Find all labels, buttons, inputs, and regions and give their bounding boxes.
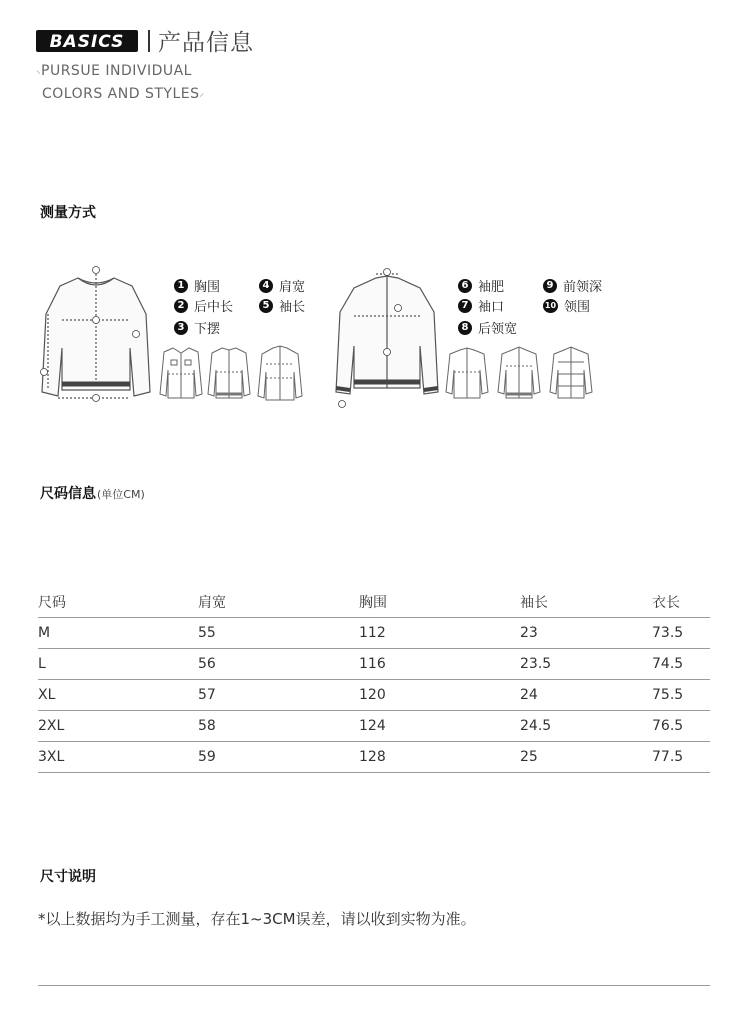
legend-item: 5 袖长	[259, 296, 305, 315]
jacket-diagram	[206, 344, 252, 404]
legend-item: 3 下摆	[174, 318, 220, 337]
table-cell: 76.5	[652, 711, 710, 742]
legend-item: 10 领围	[544, 300, 591, 315]
legend-item: 2 后中长	[174, 296, 233, 315]
table-cell: 116	[359, 649, 520, 680]
table-cell: 24	[520, 680, 652, 711]
puffer-diagram	[546, 344, 596, 404]
coat-diagram	[254, 344, 306, 404]
legend-item: 6 袖肥	[458, 276, 504, 295]
table-row	[38, 680, 710, 711]
quote-mark: ⸜	[36, 66, 42, 76]
column-header: 衣长	[652, 587, 710, 618]
slogan-line-2: COLORS AND STYLES⸝	[42, 86, 205, 102]
table-cell: 124	[359, 711, 520, 742]
table-row	[38, 618, 710, 649]
shirt-diagram	[158, 344, 204, 404]
size-note-text: *以上数据均为手工测量，存在1~3CM误差，请以收到实物为准。	[38, 910, 476, 928]
vest-jacket-diagram	[442, 344, 492, 404]
table-row	[38, 742, 710, 773]
table-cell: 75.5	[652, 680, 710, 711]
column-header: 袖长	[520, 587, 652, 618]
table-cell: 24.5	[520, 711, 652, 742]
table-cell: 74.5	[652, 649, 710, 680]
table-cell: 55	[198, 618, 359, 649]
zip-jacket-measure-diagram	[334, 266, 440, 412]
svg-text:BASICS: BASICS	[49, 32, 125, 52]
table-cell: 112	[359, 618, 520, 649]
brand-divider	[148, 30, 150, 52]
column-header: 尺码	[38, 587, 198, 618]
legend-item: 8 后领宽	[458, 318, 517, 337]
column-header: 胸围	[359, 587, 520, 618]
brand-logo	[36, 30, 138, 52]
divider	[38, 985, 710, 986]
legend-item: 7 袖口	[458, 296, 504, 315]
table-cell: 77.5	[652, 742, 710, 773]
quote-mark: ⸝	[199, 89, 205, 99]
table-cell: 58	[198, 711, 359, 742]
size-table	[38, 587, 710, 773]
table-row	[38, 649, 710, 680]
table-cell: 23.5	[520, 649, 652, 680]
legend-item: 1 胸围	[174, 276, 220, 295]
table-cell: 25	[520, 742, 652, 773]
table-cell: 73.5	[652, 618, 710, 649]
table-cell: 2XL	[38, 711, 198, 742]
table-cell: XL	[38, 680, 198, 711]
table-cell: 120	[359, 680, 520, 711]
sweater-measure-diagram	[38, 262, 154, 408]
page-title: 产品信息	[158, 30, 254, 56]
table-header-row	[38, 587, 710, 618]
column-header: 肩宽	[198, 587, 359, 618]
table-cell: 59	[198, 742, 359, 773]
table-cell: L	[38, 649, 198, 680]
legend-item: 9 前领深	[543, 276, 602, 295]
measurement-title: 测量方式	[40, 205, 96, 221]
slogan-line-1: ⸜PURSUE INDIVIDUAL	[36, 63, 192, 79]
table-cell: 23	[520, 618, 652, 649]
table-cell: 3XL	[38, 742, 198, 773]
size-info-unit: (单位CM)	[97, 488, 145, 501]
table-cell: 56	[198, 649, 359, 680]
table-cell: M	[38, 618, 198, 649]
size-note-title: 尺寸说明	[40, 869, 96, 885]
legend-item: 4 肩宽	[259, 276, 305, 295]
bomber-diagram	[494, 344, 544, 404]
size-info-title: 尺码信息(单位CM)	[40, 486, 145, 502]
table-row	[38, 711, 710, 742]
table-cell: 57	[198, 680, 359, 711]
table-cell: 128	[359, 742, 520, 773]
